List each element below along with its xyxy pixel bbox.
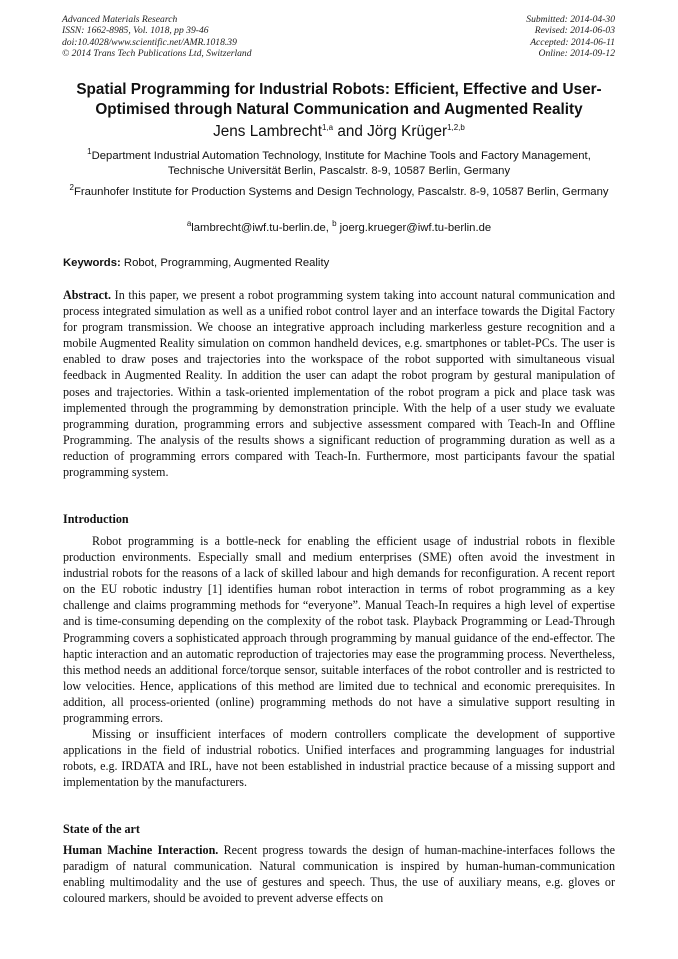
author-conjunction: and — [333, 123, 368, 140]
abstract — [63, 287, 615, 480]
submitted-date: Submitted: 2014-04-30 — [526, 14, 615, 25]
affiliation-1 — [62, 149, 616, 179]
state-of-art-heading: State of the art — [63, 822, 140, 836]
affiliation-1-mark: 1 — [87, 147, 92, 157]
journal-info — [62, 14, 252, 60]
accepted-date: Accepted: 2014-06-11 — [530, 36, 615, 48]
keywords-label: Keywords: — [63, 257, 121, 269]
doi: doi:10.4028/www.scientific.net/AMR.1018.39 — [62, 36, 237, 48]
state-of-art-paragraph — [63, 842, 615, 906]
abstract-text: In this paper, we present a robot programming system taking into account natural communication and process integrated simulation as well as a unified robot control layer and an interface towards the Digital Factory for program transmission. We choose an integrative approach including markerless gesture recognition and a mobile Augmented Reality simulation on common handheld devices, e.g. smartphones or tablet-PCs. The user is enabled to draw poses and trajectories into the workspace of the robot supported with simultaneous visual feedback in Augmented Reality. In addition the user can adapt the robot program by gestural manipulation of poses and trajectories. Within a task-oriented implementation of the robot program a pick and place task was implemented through the programming by demonstration principle. With the help of a user study we evaluate programming duration, programming errors and subjective assessment compared with Teach-In and Offline Programming. The analysis of the results shows a significant reduction of programming duration as well as a reduction of programming errors compared with Teach-In. Furthermore, most participants favour the spatial programming system. — [63, 288, 615, 480]
copyright: © 2014 Trans Tech Publications Ltd, Switzerland — [62, 48, 252, 60]
introduction-paragraph-2: Missing or insufficient interfaces of modern controllers complicate the development of supportive applications in the field of industrial robotics. Unified interfaces and programming languages for industrial robots, e.g. IRDATA and IRL, have not been established in industrial practice because of a missing support and implementation by the manufacturers. — [63, 727, 615, 790]
affiliation-2-mark: 2 — [69, 183, 74, 193]
introduction-paragraph-1: Robot programming is a bottle-neck for enabling the efficient usage of industrial robots in flexible production environments. Especially small and medium enterprises (SME) often avoid the investment in industrial robots for the reasons of a lack of skilled labour and high demands for reconfiguration. A recent report on the EU robotic industry [1] identifies human robot interaction in terms of robot programming as a key challenge and claims programming methods for “everyone”. Manual Teach-In requires a high level of expertise and is time-consuming depending on the complexity of the robot task. Playback Programming or Lead-Through Programming covers a sophisticated approach through programming by manual guidance of the end-effector. The haptic interaction and an automatic reproduction of trajectories may ease the programming process. Nevertheless, this method needs an additional force/torque sensor, suitable interfaces of the robot controller and is restricted to low velocities. Hence, applications of this method are limited due to technical and economic prerequisites. In addition, all process-oriented (online) programming methods do not have a simulative support resulting in programming errors. — [63, 534, 615, 726]
introduction-heading: Introduction — [63, 512, 129, 526]
online-date: Online: 2014-09-12 — [538, 48, 615, 60]
journal-name: Advanced Materials Research — [62, 14, 178, 25]
abstract-label: Abstract. — [63, 288, 112, 302]
affiliation-2 — [62, 185, 616, 200]
keywords-text: Robot, Programming, Augmented Reality — [120, 257, 330, 269]
publication-dates — [526, 14, 615, 60]
hmi-text: Recent progress towards the design of human-machine-interfaces follows the paradigm of natural communication. Natural communication is inspired by human-human-communication enabling multimodality and the use of gestures and speech. Thus, the use of auxiliary means, e.g. gloves or coloured markers, should be avoided to prevent adverse effects on — [63, 843, 615, 906]
email-1: lambrecht@iwf.tu-berlin.de, — [191, 222, 329, 234]
email-2: joerg.krueger@iwf.tu-berlin.de — [339, 222, 492, 234]
author-line — [58, 122, 620, 142]
state-of-art-body — [63, 842, 615, 906]
affiliation-2-text: Fraunhofer Institute for Production Systems and Design Technology, Pascalstr. 8-9, 10587 Berlin, Germany — [73, 186, 609, 198]
email-2-mark: b — [332, 219, 337, 229]
author-1-affiliation-mark: 1,a — [321, 122, 334, 132]
affiliation-1-text: Department Industrial Automation Technology, Institute for Machine Tools and Factory Management, Technische Universität Berlin, Pascalstr. 8-9, 10587 Berlin, Germany — [91, 150, 591, 177]
revised-date: Revised: 2014-06-03 — [534, 25, 615, 37]
paper-title: Spatial Programming for Industrial Robots: Efficient, Effective and User-Optimised through Natural Communication and Augmented Reality — [76, 81, 602, 118]
author-emails — [62, 221, 616, 236]
issn: ISSN: 1662-8985, Vol. 1018, pp 39-46 — [62, 25, 209, 37]
author-2: Jörg Krüger — [367, 123, 448, 140]
hmi-subheading: Human Machine Interaction. — [63, 843, 219, 857]
keywords — [63, 256, 615, 271]
author-2-affiliation-mark: 1,2,b — [447, 122, 465, 132]
introduction-body — [63, 533, 615, 791]
author-1: Jens Lambrecht — [213, 123, 322, 140]
email-1-mark: a — [186, 219, 192, 229]
